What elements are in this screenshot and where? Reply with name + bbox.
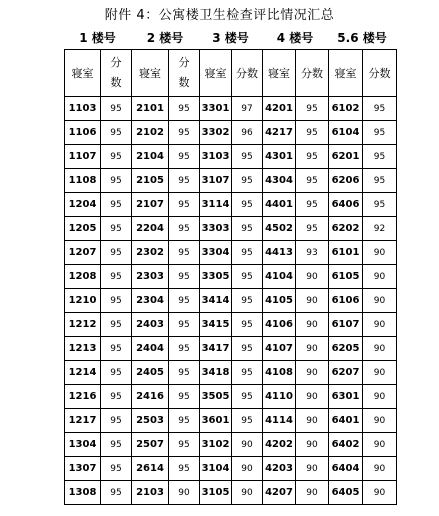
score-cell: 95: [232, 361, 263, 385]
room-number-cell: 2405: [132, 361, 169, 385]
score-cell: 90: [363, 289, 397, 313]
room-number-cell: 2107: [132, 193, 169, 217]
score-cell: 95: [101, 457, 132, 481]
score-cell: 90: [363, 409, 397, 433]
room-number-cell: 2204: [132, 217, 169, 241]
table-body: [65, 97, 397, 505]
score-cell: 95: [169, 193, 200, 217]
room-number-cell: 3302: [200, 121, 232, 145]
room-number-cell: 1212: [65, 313, 101, 337]
score-cell: 90: [169, 481, 200, 505]
column-header-room: 寝室: [65, 50, 101, 97]
score-cell: 95: [169, 97, 200, 121]
room-number-cell: 3305: [200, 265, 232, 289]
table-row: [65, 433, 397, 457]
room-number-cell: 6206: [329, 169, 363, 193]
score-cell: 93: [296, 241, 329, 265]
room-number-cell: 1106: [65, 121, 101, 145]
score-cell: 90: [296, 409, 329, 433]
room-number-cell: 4106: [263, 313, 296, 337]
score-cell: 90: [296, 289, 329, 313]
score-cell: 95: [101, 433, 132, 457]
column-header-score: 分 数: [101, 50, 132, 97]
score-cell: 90: [363, 361, 397, 385]
table-row: [65, 97, 397, 121]
room-number-cell: 4413: [263, 241, 296, 265]
room-number-cell: 6106: [329, 289, 363, 313]
room-number-cell: 4104: [263, 265, 296, 289]
score-cell: 95: [101, 361, 132, 385]
score-cell: 95: [169, 313, 200, 337]
room-number-cell: 2507: [132, 433, 169, 457]
score-cell: 95: [101, 145, 132, 169]
room-number-cell: 3505: [200, 385, 232, 409]
score-cell: 95: [232, 409, 263, 433]
column-header-score: 分数: [363, 50, 397, 97]
score-cell: 95: [101, 169, 132, 193]
score-cell: 95: [296, 97, 329, 121]
score-cell: 95: [169, 385, 200, 409]
room-number-cell: 3104: [200, 457, 232, 481]
column-header-score: 分 数: [169, 50, 200, 97]
score-cell: 95: [363, 169, 397, 193]
room-number-cell: 4108: [263, 361, 296, 385]
column-header-room: 寝室: [200, 50, 232, 97]
room-number-cell: 3107: [200, 169, 232, 193]
room-number-cell: 2403: [132, 313, 169, 337]
score-cell: 95: [169, 169, 200, 193]
score-cell: 95: [232, 145, 263, 169]
room-number-cell: 4202: [263, 433, 296, 457]
table-row: [65, 337, 397, 361]
score-cell: 90: [363, 481, 397, 505]
column-header-score: 分数: [296, 50, 329, 97]
room-number-cell: 1216: [65, 385, 101, 409]
score-cell: 97: [232, 97, 263, 121]
score-cell: 90: [363, 337, 397, 361]
building-header-4: 4 楼号: [276, 31, 314, 45]
room-number-cell: 1217: [65, 409, 101, 433]
room-number-cell: 4107: [263, 337, 296, 361]
room-number-cell: 3418: [200, 361, 232, 385]
score-cell: 95: [232, 193, 263, 217]
score-cell: 95: [296, 217, 329, 241]
score-cell: 90: [363, 241, 397, 265]
room-number-cell: 3105: [200, 481, 232, 505]
score-cell: 92: [363, 217, 397, 241]
room-number-cell: 4401: [263, 193, 296, 217]
table-row: [65, 193, 397, 217]
room-number-cell: 6406: [329, 193, 363, 217]
score-cell: 95: [232, 337, 263, 361]
room-number-cell: 4301: [263, 145, 296, 169]
room-number-cell: 6102: [329, 97, 363, 121]
score-cell: 95: [101, 193, 132, 217]
room-number-cell: 2101: [132, 97, 169, 121]
room-number-cell: 2416: [132, 385, 169, 409]
room-number-cell: 6202: [329, 217, 363, 241]
score-cell: 95: [101, 481, 132, 505]
table-row: [65, 289, 397, 313]
room-number-cell: 1103: [65, 97, 101, 121]
table-row: [65, 313, 397, 337]
score-cell: 90: [232, 457, 263, 481]
score-cell: 95: [169, 217, 200, 241]
table-row: [65, 217, 397, 241]
room-number-cell: 1304: [65, 433, 101, 457]
score-cell: 95: [169, 457, 200, 481]
score-cell: 95: [169, 337, 200, 361]
score-cell: 95: [101, 241, 132, 265]
room-number-cell: 6104: [329, 121, 363, 145]
column-header-score: 分数: [232, 50, 263, 97]
table-row: [65, 121, 397, 145]
room-number-cell: 3303: [200, 217, 232, 241]
score-cell: 90: [296, 433, 329, 457]
column-header-room: 寝室: [263, 50, 296, 97]
score-cell: 95: [169, 433, 200, 457]
table-row: [65, 241, 397, 265]
room-number-cell: 2303: [132, 265, 169, 289]
score-cell: 95: [232, 217, 263, 241]
building-header-5-6: 5.6 楼号: [337, 31, 387, 45]
score-cell: 95: [101, 289, 132, 313]
room-number-cell: 2304: [132, 289, 169, 313]
room-number-cell: 1207: [65, 241, 101, 265]
room-number-cell: 6301: [329, 385, 363, 409]
score-cell: 95: [169, 241, 200, 265]
score-cell: 90: [363, 385, 397, 409]
table-row: [65, 457, 397, 481]
score-cell: 95: [363, 145, 397, 169]
room-number-cell: 1307: [65, 457, 101, 481]
room-number-cell: 3414: [200, 289, 232, 313]
score-cell: 95: [169, 409, 200, 433]
score-cell: 90: [296, 361, 329, 385]
room-number-cell: 3102: [200, 433, 232, 457]
room-number-cell: 1205: [65, 217, 101, 241]
room-number-cell: 4203: [263, 457, 296, 481]
room-number-cell: 3304: [200, 241, 232, 265]
room-number-cell: 4304: [263, 169, 296, 193]
room-number-cell: 4110: [263, 385, 296, 409]
score-cell: 90: [296, 313, 329, 337]
building-header-3: 3 楼号: [212, 31, 249, 45]
score-cell: 95: [101, 337, 132, 361]
table-row: [65, 361, 397, 385]
table-row: [65, 169, 397, 193]
building-header-1: 1 楼号: [79, 31, 116, 45]
room-number-cell: 2105: [132, 169, 169, 193]
room-number-cell: 6105: [329, 265, 363, 289]
room-number-cell: 3415: [200, 313, 232, 337]
score-cell: 95: [101, 217, 132, 241]
room-number-cell: 6404: [329, 457, 363, 481]
score-cell: 95: [169, 265, 200, 289]
room-number-cell: 6107: [329, 313, 363, 337]
score-cell: 90: [363, 433, 397, 457]
page-title: 附件 4：公寓楼卫生检查评比情况汇总: [104, 8, 335, 23]
table-row: [65, 409, 397, 433]
room-number-cell: 6401: [329, 409, 363, 433]
table-row: [65, 481, 397, 505]
score-cell: 95: [232, 385, 263, 409]
column-header-room: 寝室: [132, 50, 169, 97]
room-number-cell: 1108: [65, 169, 101, 193]
score-cell: 95: [232, 313, 263, 337]
score-cell: 90: [296, 481, 329, 505]
room-number-cell: 3114: [200, 193, 232, 217]
room-number-cell: 1204: [65, 193, 101, 217]
score-cell: 95: [101, 97, 132, 121]
room-number-cell: 1208: [65, 265, 101, 289]
table-row: [65, 265, 397, 289]
room-number-cell: 2614: [132, 457, 169, 481]
score-cell: 95: [363, 121, 397, 145]
room-number-cell: 6402: [329, 433, 363, 457]
room-number-cell: 4207: [263, 481, 296, 505]
score-cell: 95: [169, 361, 200, 385]
score-cell: 95: [101, 385, 132, 409]
score-cell: 95: [232, 265, 263, 289]
score-cell: 95: [232, 289, 263, 313]
building-header-2: 2 楼号: [146, 31, 184, 45]
room-number-cell: 2103: [132, 481, 169, 505]
room-number-cell: 2104: [132, 145, 169, 169]
room-number-cell: 3301: [200, 97, 232, 121]
room-number-cell: 4201: [263, 97, 296, 121]
room-number-cell: 2302: [132, 241, 169, 265]
score-cell: 95: [232, 241, 263, 265]
table-row: [65, 145, 397, 169]
building-headers: [64, 30, 396, 46]
score-cell: 90: [232, 481, 263, 505]
room-number-cell: 6101: [329, 241, 363, 265]
score-cell: 90: [363, 313, 397, 337]
room-number-cell: 4502: [263, 217, 296, 241]
score-cell: 95: [363, 97, 397, 121]
room-number-cell: 6207: [329, 361, 363, 385]
room-number-cell: 3417: [200, 337, 232, 361]
score-cell: 90: [232, 433, 263, 457]
score-cell: 96: [232, 121, 263, 145]
score-cell: 95: [169, 145, 200, 169]
score-cell: 95: [169, 289, 200, 313]
column-header-row: [65, 50, 397, 97]
room-number-cell: 3103: [200, 145, 232, 169]
hygiene-score-table: [64, 49, 397, 505]
score-cell: 90: [296, 385, 329, 409]
room-number-cell: 1210: [65, 289, 101, 313]
score-cell: 95: [101, 121, 132, 145]
score-cell: 95: [169, 121, 200, 145]
score-cell: 90: [296, 265, 329, 289]
score-cell: 95: [232, 169, 263, 193]
room-number-cell: 6205: [329, 337, 363, 361]
room-number-cell: 4217: [263, 121, 296, 145]
room-number-cell: 1308: [65, 481, 101, 505]
score-cell: 95: [296, 145, 329, 169]
room-number-cell: 6201: [329, 145, 363, 169]
score-cell: 95: [101, 265, 132, 289]
room-number-cell: 2102: [132, 121, 169, 145]
table-row: [65, 385, 397, 409]
score-cell: 90: [296, 337, 329, 361]
room-number-cell: 1214: [65, 361, 101, 385]
room-number-cell: 6405: [329, 481, 363, 505]
room-number-cell: 3601: [200, 409, 232, 433]
score-cell: 95: [363, 193, 397, 217]
room-number-cell: 2503: [132, 409, 169, 433]
score-cell: 95: [101, 313, 132, 337]
room-number-cell: 2404: [132, 337, 169, 361]
score-cell: 90: [296, 457, 329, 481]
score-cell: 90: [363, 265, 397, 289]
column-header-room: 寝室: [329, 50, 363, 97]
room-number-cell: 4114: [263, 409, 296, 433]
score-cell: 95: [296, 169, 329, 193]
room-number-cell: 1107: [65, 145, 101, 169]
score-cell: 95: [296, 121, 329, 145]
room-number-cell: 1213: [65, 337, 101, 361]
room-number-cell: 4105: [263, 289, 296, 313]
score-cell: 95: [296, 193, 329, 217]
score-cell: 90: [363, 457, 397, 481]
score-cell: 95: [101, 409, 132, 433]
